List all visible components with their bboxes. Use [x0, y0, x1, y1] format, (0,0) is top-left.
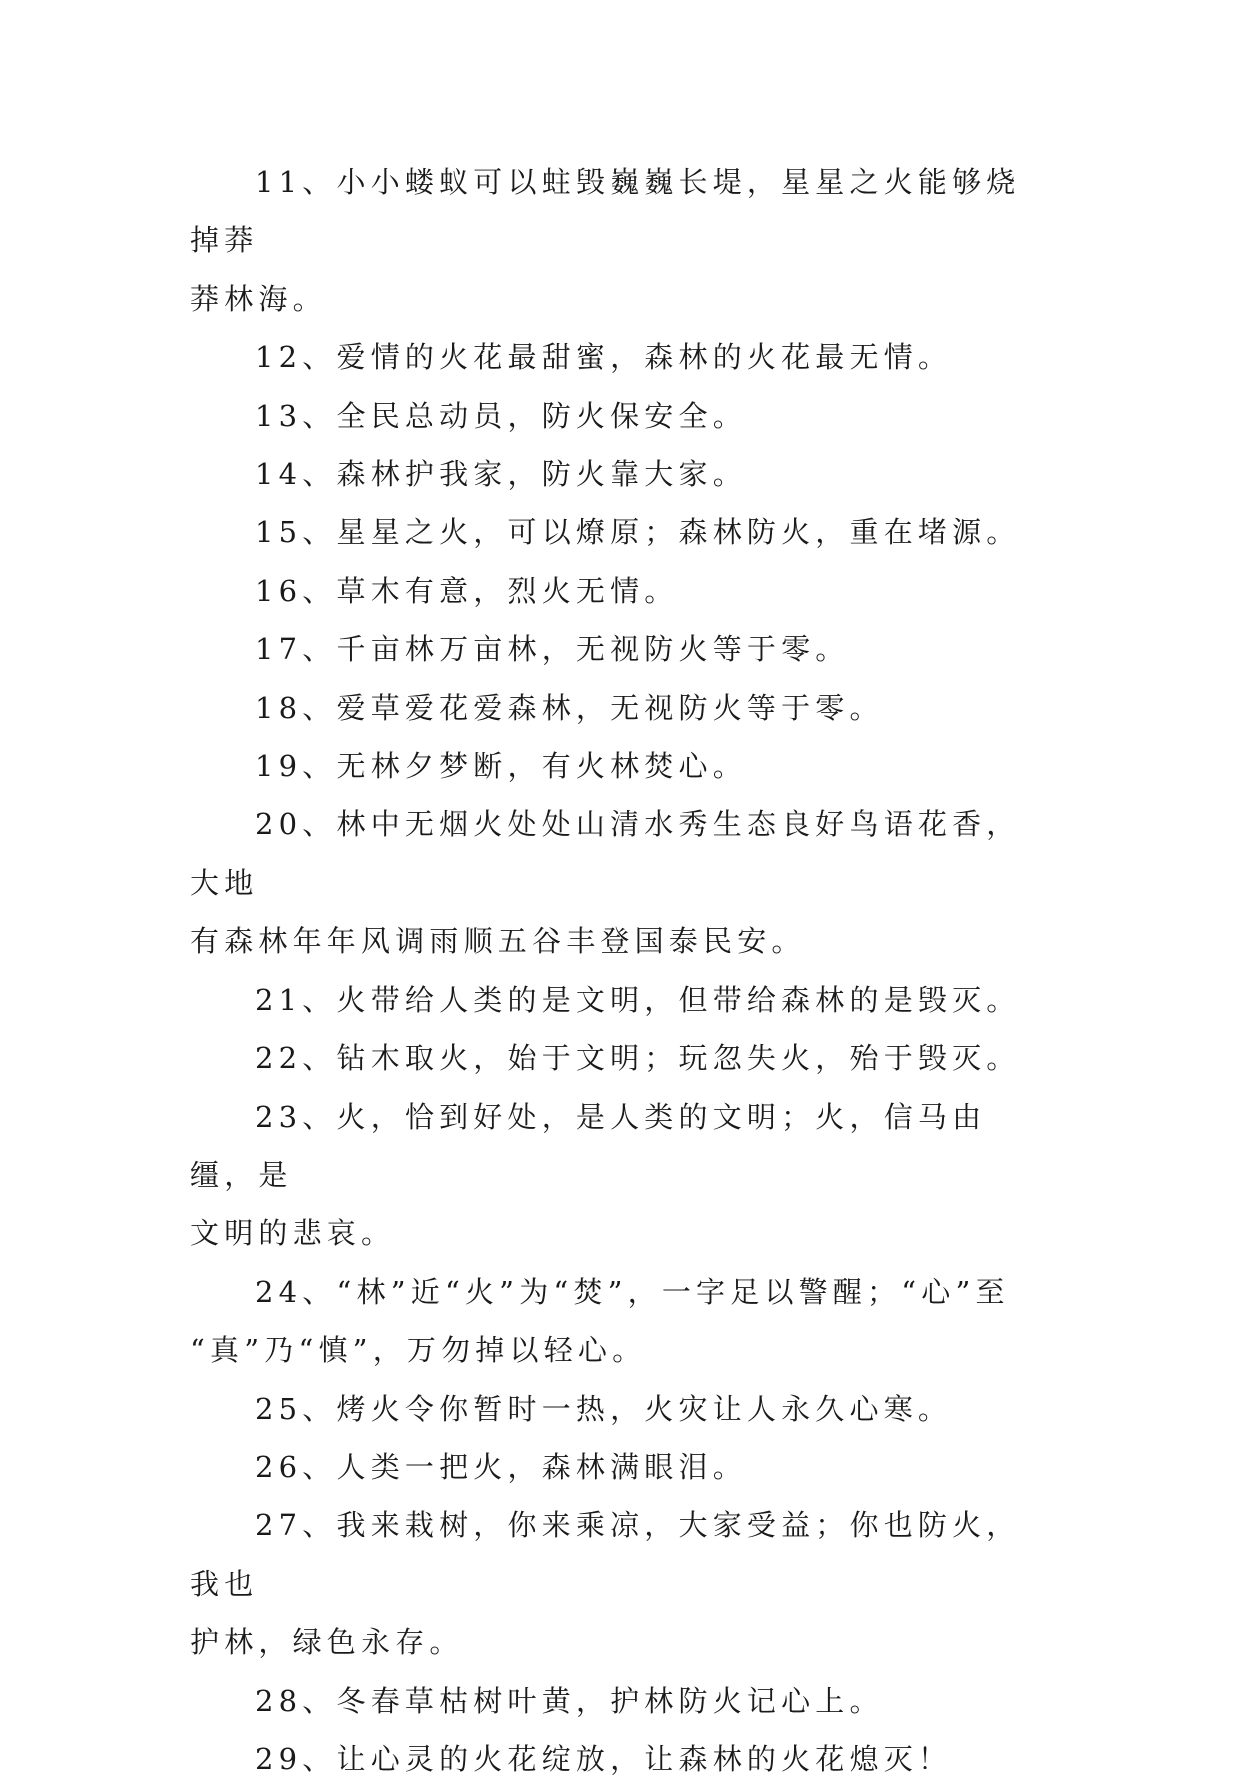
text-line: “真”乃“慎”，万勿掉以轻心。 — [190, 1333, 647, 1368]
list-item — [190, 620, 1050, 678]
document-body — [190, 153, 1050, 1788]
text-line: 有森林年年风调雨顺五谷丰登国泰民安。 — [190, 924, 806, 959]
list-item — [190, 1029, 1050, 1087]
list-item — [190, 1730, 1050, 1788]
list-item — [190, 387, 1050, 445]
text-line: 15、星星之火，可以燎原；森林防火，重在堵源。 — [255, 515, 1021, 550]
list-item — [190, 971, 1050, 1029]
text-line: 11、小小蝼蚁可以蛀毁巍巍长堤，星星之火能够烧掉莽 — [190, 165, 1021, 258]
text-line: 25、烤火令你暂时一热，火灾让人永久心寒。 — [255, 1391, 953, 1426]
text-line: 13、全民总动员，防火保安全。 — [255, 398, 747, 433]
list-item — [190, 1380, 1050, 1438]
text-line: 18、爱草爱花爱森林，无视防火等于零。 — [255, 690, 884, 725]
text-line: 27、我来栽树，你来乘凉，大家受益；你也防火，我也 — [190, 1508, 1021, 1601]
text-line: 16、草木有意，烈火无情。 — [255, 573, 679, 608]
list-item — [190, 737, 1050, 795]
list-item — [190, 445, 1050, 503]
text-line: 29、让心灵的火花绽放，让森林的火花熄灭！ — [255, 1741, 953, 1776]
list-item — [190, 1438, 1050, 1496]
list-item — [190, 679, 1050, 737]
text-line: 22、钻木取火，始于文明；玩忽失火，殆于毁灭。 — [255, 1041, 1021, 1076]
text-line: 21、火带给人类的是文明，但带给森林的是毁灭。 — [255, 982, 1021, 1017]
text-line: 24、“林”近“火”为“焚”，一字足以警醒；“心”至 — [255, 1274, 1010, 1309]
text-line: 12、爱情的火花最甜蜜，森林的火花最无情。 — [255, 340, 953, 375]
list-item — [190, 153, 1050, 328]
text-line: 20、林中无烟火处处山清水秀生态良好鸟语花香，大地 — [190, 807, 1021, 900]
list-item — [190, 503, 1050, 561]
list-item — [190, 795, 1050, 970]
list-item — [190, 1088, 1050, 1263]
list-item — [190, 1672, 1050, 1730]
list-item — [190, 328, 1050, 386]
list-item — [190, 1263, 1050, 1380]
text-line: 护林，绿色永存。 — [190, 1625, 464, 1660]
text-line: 28、冬春草枯树叶黄，护林防火记心上。 — [255, 1683, 884, 1718]
text-line: 文明的悲哀。 — [190, 1216, 396, 1251]
text-line: 14、森林护我家，防火靠大家。 — [255, 457, 747, 492]
list-item — [190, 1496, 1050, 1671]
text-line: 23、火，恰到好处，是人类的文明；火，信马由缰，是 — [190, 1099, 987, 1192]
text-line: 19、无林夕梦断，有火林焚心。 — [255, 749, 747, 784]
text-line: 莽林海。 — [190, 281, 327, 316]
text-line: 17、千亩林万亩林，无视防火等于零。 — [255, 632, 850, 667]
list-item — [190, 562, 1050, 620]
text-line: 26、人类一把火，森林满眼泪。 — [255, 1449, 747, 1484]
